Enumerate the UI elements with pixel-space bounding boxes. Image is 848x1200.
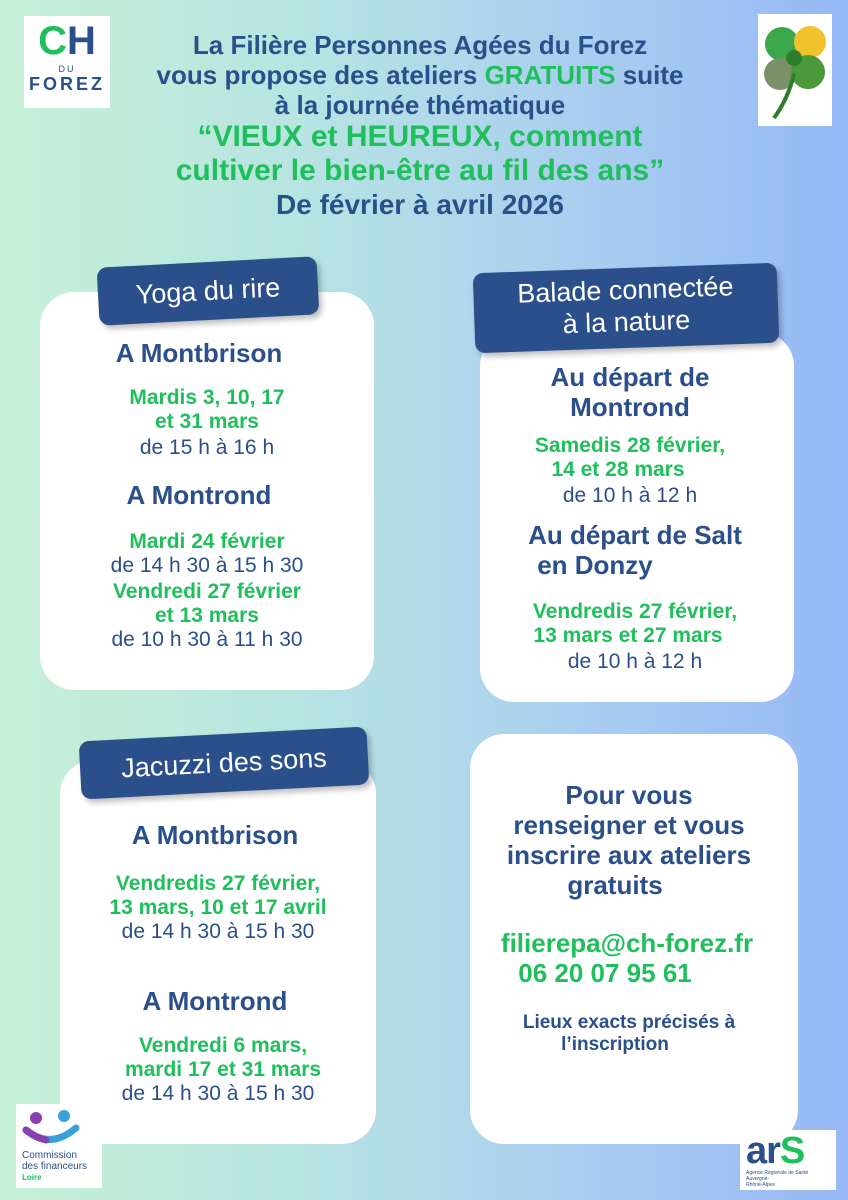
ars-sub2: Auvergne-: [746, 1176, 770, 1182]
balade-when2b: 13 mars et 27 mars: [533, 624, 723, 647]
jacuzzi-place1: A Montbrison: [131, 820, 299, 850]
yoga-hour1: de 15 h à 16 h: [139, 436, 275, 459]
commission-line2: des financeurs: [22, 1161, 88, 1172]
info-line3: inscrire aux ateliers: [506, 840, 752, 870]
yoga-when1a: Mardis 3, 10, 17: [129, 386, 285, 409]
header-line2-a: vous propose des ateliers: [156, 60, 485, 90]
header: [110, 30, 730, 222]
header-line1: La Filière Personnes Agées du Forez: [192, 30, 648, 60]
ars-letters: ar: [746, 1130, 780, 1172]
balade-place2a: Au départ de Salt: [528, 520, 742, 550]
info-line4: gratuits: [567, 870, 663, 900]
info-note2: l’inscription: [561, 1034, 669, 1055]
ars-s-letter: S: [779, 1130, 805, 1172]
yoga-when1b: et 31 mars: [155, 410, 259, 433]
header-dates: De février à avril 2026: [276, 189, 564, 220]
balade-tag-line2: à la nature: [562, 304, 691, 340]
balade-when1a: Samedis 28 février,: [534, 434, 726, 457]
header-line2-c: suite: [615, 60, 684, 90]
commission-line1: Commission: [22, 1150, 78, 1161]
ars-sub1: Agence Régionale de Santé: [746, 1170, 809, 1176]
commission-financeurs-logo: [16, 1104, 102, 1188]
ars-logo: [740, 1130, 836, 1190]
jacuzzi-place2: A Montrond: [142, 986, 288, 1016]
info-line1: Pour vous: [565, 780, 693, 810]
header-gratuits: GRATUITS: [484, 60, 616, 90]
contact-email[interactable]: filierepa@ch-forez.fr: [500, 928, 754, 958]
yoga-when3a: Vendredi 27 février: [113, 580, 301, 603]
yoga-when3b: et 13 mars: [155, 604, 259, 627]
balade-hour1: de 10 h à 12 h: [562, 484, 698, 507]
yoga-tag: [97, 256, 320, 325]
yoga-when2: Mardi 24 février: [129, 530, 285, 553]
yoga-place1: A Montbrison: [115, 338, 283, 368]
header-quote2: cultiver le bien-être au fil des ans”: [175, 154, 665, 187]
header-line3: à la journée thématique: [274, 90, 566, 120]
yoga-hour3: de 10 h 30 à 11 h 30: [111, 628, 303, 651]
header-line2: [110, 60, 730, 90]
commission-smile-icon: [16, 1104, 102, 1150]
balade-place2b: en Donzy: [537, 550, 653, 580]
jacuzzi-hour1: de 14 h 30 à 15 h 30: [121, 920, 315, 943]
balade-when1b: 14 et 28 mars: [551, 458, 685, 481]
info-note1: Lieux exacts précisés à: [522, 1012, 736, 1033]
ch-forez-logo: [24, 16, 110, 108]
logo-forez: FOREZ: [29, 74, 105, 94]
logo-h-letter: H: [67, 19, 96, 63]
commission-loire: Loire: [22, 1173, 42, 1182]
jacuzzi-when1b: 13 mars, 10 et 17 avril: [109, 896, 327, 919]
header-quote1: “VIEUX et HEUREUX, comment: [197, 120, 643, 153]
jacuzzi-when1a: Vendredis 27 février,: [115, 872, 321, 895]
balade-tag-line1: Balade connectée: [516, 271, 734, 309]
balade-place1a: Au départ de: [550, 362, 710, 392]
yoga-place2: A Montrond: [126, 480, 272, 510]
balade-when2a: Vendredis 27 février,: [532, 600, 738, 623]
clover-photo-logo: [758, 14, 832, 126]
jacuzzi-when2a: Vendredi 6 mars,: [138, 1034, 308, 1057]
balade-place1b: Montrond: [570, 392, 690, 422]
jacuzzi-when2b: mardi 17 et 31 mars: [124, 1058, 322, 1081]
jacuzzi-hour2: de 14 h 30 à 15 h 30: [121, 1082, 315, 1105]
ars-sub3: Rhône-Alpes: [746, 1182, 775, 1188]
contact-phone[interactable]: 06 20 07 95 61: [518, 958, 692, 988]
balade-tag: [473, 263, 780, 354]
jacuzzi-tag-label: Jacuzzi des sons: [120, 742, 328, 784]
info-line2: renseigner et vous: [513, 810, 745, 840]
logo-c-letter: C: [38, 19, 67, 63]
yoga-tag-label: Yoga du rire: [135, 272, 281, 310]
yoga-hour2: de 14 h 30 à 15 h 30: [110, 554, 304, 577]
logo-du: DU: [58, 64, 76, 74]
balade-hour2: de 10 h à 12 h: [567, 650, 703, 673]
